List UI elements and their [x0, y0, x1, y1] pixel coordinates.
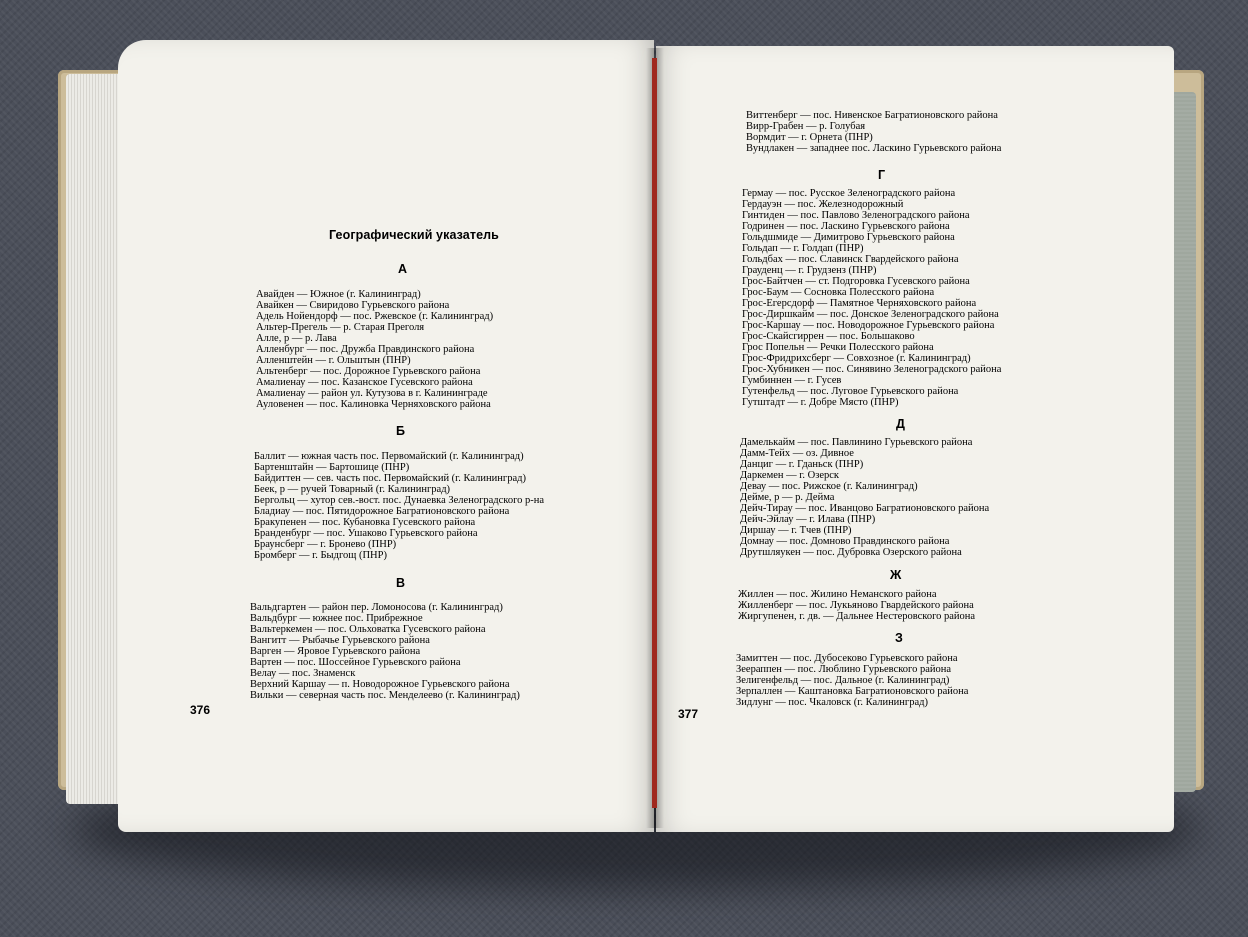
index-entry: Вундлакен — западнее пос. Ласкино Гурьевского района [746, 143, 1002, 154]
index-entry: Гольдбах — пос. Славинск Гвардейского района [742, 254, 959, 265]
index-entry: Браунсберг — г. Бронево (ПНР) [254, 539, 397, 550]
index-entry: Бранденбург — пос. Ушаково Гурьевского района [254, 528, 478, 539]
index-entry: Вальдгартен — район пер. Ломоносова (г. Калининград) [250, 602, 503, 613]
index-entry: Гутштадт — г. Добре Място (ПНР) [742, 397, 899, 408]
index-entry: Гердауэн — пос. Железнодорожный [742, 199, 904, 210]
index-entry: Дейч-Эйлау — г. Илава (ПНР) [740, 514, 876, 525]
index-entry: Верхний Каршау — п. Новодорожное Гурьевского района [250, 679, 510, 690]
index-entry: Авайкен — Свиридово Гурьевского района [256, 300, 450, 311]
index-entry: Авайден — Южное (г. Калининград) [256, 289, 421, 300]
index-entry: Алленштейн — г. Ольштын (ПНР) [256, 355, 411, 366]
index-entry: Альтер-Прегель — р. Старая Преголя [256, 322, 425, 333]
index-entry: Ауловенен — пос. Калиновка Черняховского района [256, 399, 491, 410]
index-entry: Велау — пос. Знаменск [250, 668, 356, 679]
index-entry: Вирр-Грабен — р. Голубая [746, 121, 866, 132]
section-letter-zh: Ж [890, 568, 902, 582]
index-entry: Зидлунг — пос. Чкаловск (г. Калининград) [736, 697, 928, 708]
entries-d [740, 437, 989, 558]
index-entry: Грауденц — г. Грудзенз (ПНР) [742, 265, 877, 276]
index-entry: Грос-Диршкайм — пос. Донское Зеленоградского района [742, 309, 999, 320]
index-entry: Грос-Баум — Сосновка Полесского района [742, 287, 935, 298]
index-entry: Гутенфельд — пос. Луговое Гурьевского района [742, 386, 959, 397]
index-entry: Зерпаллен — Каштановка Багратионовского района [736, 686, 969, 697]
index-entry: Бракупенен — пос. Кубановка Гусевского района [254, 517, 476, 528]
index-entry: Варген — Яровое Гурьевского района [250, 646, 421, 657]
entries-g [742, 188, 1001, 408]
entries-zh [738, 589, 975, 622]
index-entry: Годринен — пос. Ласкино Гурьевского района [742, 221, 950, 232]
index-entry: Дейч-Тирау — пос. Иванцово Багратионовского района [740, 503, 990, 514]
index-entry: Альтенберг — пос. Дорожное Гурьевского района [256, 366, 481, 377]
page-number-left: 376 [190, 703, 211, 717]
index-entry: Вальдбург — южнее пос. Прибрежное [250, 613, 423, 624]
index-entry: Бартенштайн — Бартошице (ПНР) [254, 462, 410, 473]
index-entry: Даркемен — г. Озерск [740, 470, 840, 481]
index-entry: Дамелькайм — пос. Павлинино Гурьевского района [740, 437, 973, 448]
index-entry: Бромберг — г. Быдгощ (ПНР) [254, 550, 387, 561]
index-entry: Жилленберг — пос. Лукьяново Гвардейского района [738, 600, 974, 611]
index-entry: Замиттен — пос. Дубосеково Гурьевского района [736, 653, 958, 664]
index-entry: Грос-Фридрихсберг — Совхозное (г. Калининград) [742, 353, 971, 364]
entries-v-continued [746, 110, 1001, 154]
index-entry: Алле, р — р. Лава [256, 333, 337, 344]
index-entry: Грос-Байтчен — ст. Подгоровка Гусевского района [742, 276, 970, 287]
index-entry: Адель Нойендорф — пос. Ржевское (г. Калининград) [256, 311, 494, 322]
index-entry: Грос Попельн — Речки Полесского района [742, 342, 934, 353]
index-entry: Дейме, р — р. Дейма [740, 492, 835, 503]
index-entry: Алленбург — пос. Дружба Правдинского района [256, 344, 475, 355]
entries-b [254, 451, 544, 561]
index-entry: Грос-Хубникен — пос. Синявино Зеленоградского района [742, 364, 1002, 375]
index-entry: Друтшляукен — пос. Дубровка Озерского района [740, 547, 962, 558]
page-edges [66, 74, 126, 804]
index-entry: Вартен — пос. Шоссейное Гурьевского района [250, 657, 461, 668]
index-entry: Бергольц — хутор сев.-вост. пос. Дунаевка Зеленоградского р-на [254, 495, 545, 506]
section-letter-a: А [398, 262, 408, 276]
section-letter-g: Г [878, 168, 886, 182]
entries-v [250, 602, 520, 701]
section-letter-d: Д [896, 417, 905, 431]
index-entry: Девау — пос. Рижское (г. Калининград) [740, 481, 918, 492]
index-entry: Бладиау — пос. Пятидорожное Багратионовского района [254, 506, 510, 517]
index-title: Географический указатель [329, 228, 499, 242]
section-letter-v: В [396, 576, 406, 590]
index-entry: Вангитт — Рыбачье Гурьевского района [250, 635, 430, 646]
index-entry: Зелигенфельд — пос. Дальное (г. Калининград) [736, 675, 950, 686]
index-entry: Виттенберг — пос. Нивенское Багратионовского района [746, 110, 998, 121]
index-entry: Гольдап — г. Голдап (ПНР) [742, 243, 864, 254]
page-number-right: 377 [678, 707, 699, 721]
index-entry: Диршау — г. Тчев (ПНР) [740, 525, 852, 536]
index-entry: Дамм-Тейх — оз. Дивное [740, 448, 854, 459]
bookmark-ribbon [652, 58, 657, 808]
index-entry: Вильки — северная часть пос. Менделеево (г. Калининград) [250, 690, 520, 701]
index-entry: Данциг — г. Гданьск (ПНР) [740, 459, 864, 470]
index-entry: Беек, р — ручей Товарный (г. Калининград) [254, 484, 451, 495]
index-entry: Амалиенау — район ул. Кутузова в г. Калининграде [256, 388, 488, 399]
entries-a [256, 289, 493, 410]
index-entry: Грос-Егерсдорф — Памятное Черняховского района [742, 298, 977, 309]
index-entry: Зеераппен — пос. Люблино Гурьевского района [736, 664, 952, 675]
index-entry: Гумбиннен — г. Гусев [742, 375, 842, 386]
section-letter-b: Б [396, 424, 405, 438]
index-entry: Вормдит — г. Орнета (ПНР) [746, 132, 873, 143]
index-entry: Грос-Каршау — пос. Новодорожное Гурьевского района [742, 320, 995, 331]
index-entry: Амалиенау — пос. Казанское Гусевского района [256, 377, 473, 388]
index-entry: Грос-Скайсгиррен — пос. Большаково [742, 331, 915, 342]
index-entry: Домнау — пос. Домново Правдинского района [740, 536, 950, 547]
index-entry: Жиллен — пос. Жилино Неманского района [738, 589, 937, 600]
index-entry: Байдиттен — сев. часть пос. Первомайский (г. Калининград) [254, 473, 526, 484]
index-entry: Гольдшмиде — Димитрово Гурьевского района [742, 232, 955, 243]
section-letter-z: З [895, 631, 903, 645]
index-entry: Баллит — южная часть пос. Первомайский (г. Калининград) [254, 451, 524, 462]
entries-z [736, 653, 968, 708]
index-entry: Гермау — пос. Русское Зеленоградского района [742, 188, 956, 199]
index-entry: Вальтеркемен — пос. Ольховатка Гусевского района [250, 624, 486, 635]
index-entry: Гинтиден — пос. Павлово Зеленоградского района [742, 210, 970, 221]
index-entry: Жиргупенен, г. дв. — Дальнее Нестеровского района [738, 611, 976, 622]
